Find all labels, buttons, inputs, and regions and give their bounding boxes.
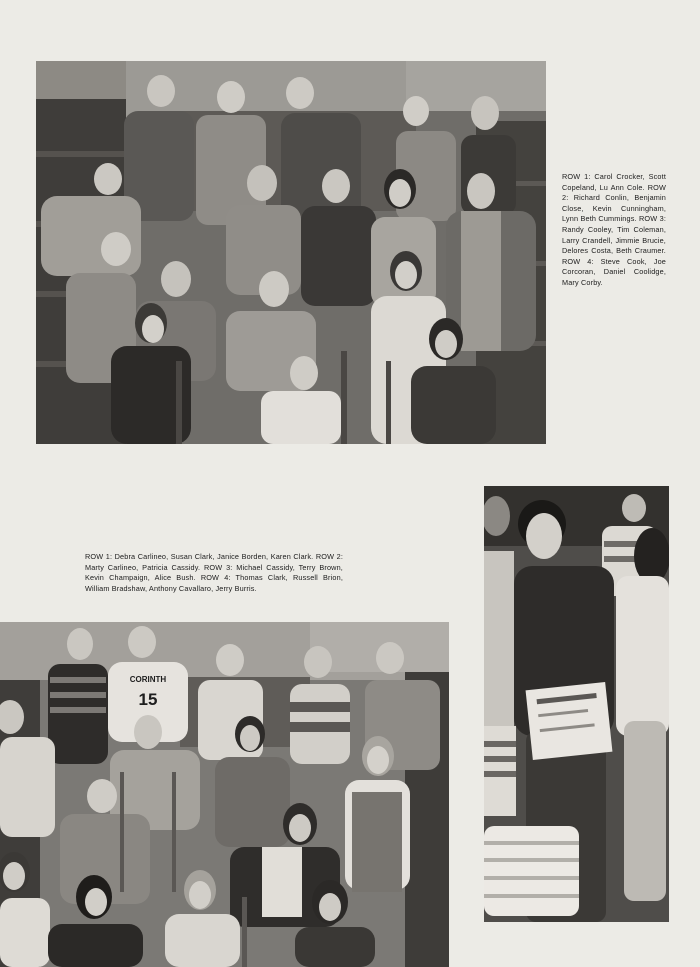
- group-photo-bottom-left: [0, 622, 449, 967]
- caption-top-group: [562, 172, 666, 289]
- caption-bottom-group: [85, 552, 343, 594]
- caption-bottom-text: ROW 1: Debra Carlineo, Susan Clark, Janice Borden, Karen Clark. ROW 2: Marty Carlineo, Patricia Cassidy. ROW 3: Michael Cassidy, Terry Brown, Kevin Champaign, Alice Bush. ROW 4: Thomas Clark, Russell Brion, William Bradshaw, Anthony Cavallaro, Jerry Burris.: [85, 552, 343, 593]
- caption-top-text: ROW 1: Carol Crocker, Scott Copeland, Lu Ann Cole. ROW 2: Richard Conlin, Benjamin Close, Kevin Cunningham, Lynn Beth Cummings. ROW 3: Randy Cooley, Tim Coleman, Larry Crandell, Jimmie Brucie, Delores Costa, Beth Craumer. ROW 4: Steve Cook, Joe Corcoran, Daniel Coolidge, Mary Corby.: [562, 172, 666, 287]
- candid-photo-hallway: [484, 486, 669, 922]
- jersey-number: 15: [138, 690, 158, 709]
- jersey-text: CORINTH: [129, 675, 167, 684]
- group-photo-top: [36, 61, 546, 444]
